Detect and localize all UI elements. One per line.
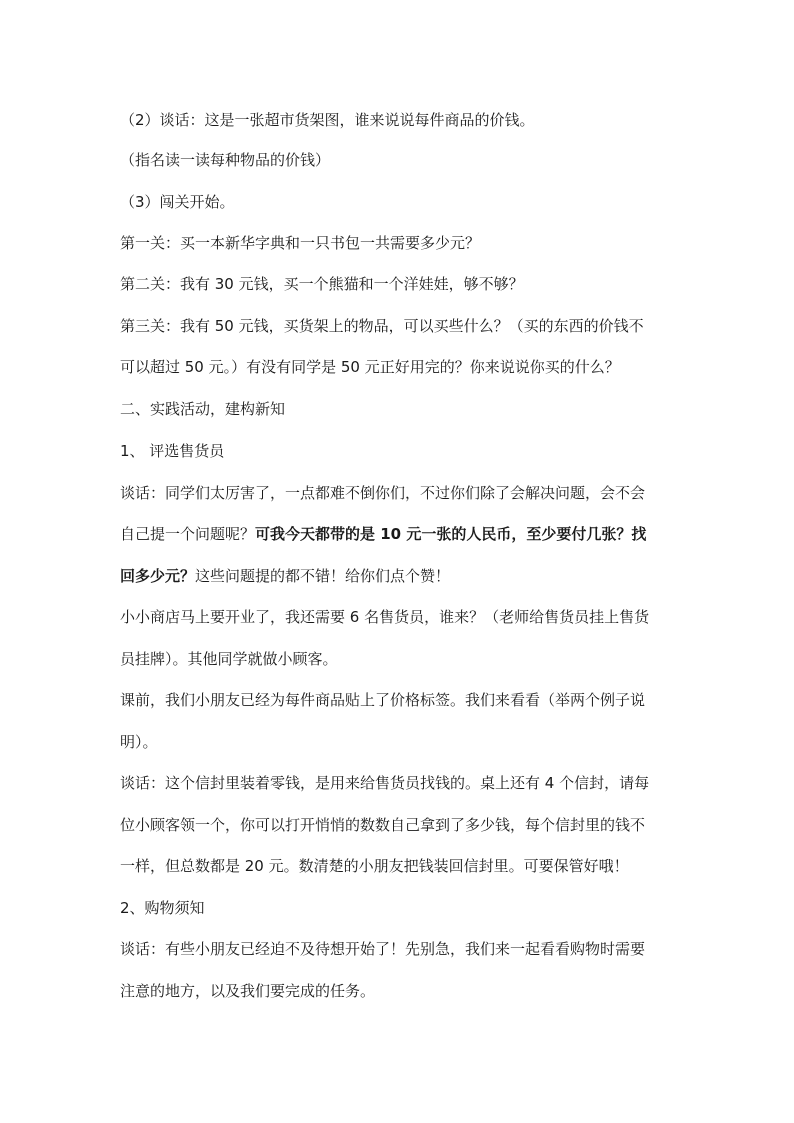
section-heading: 二、实践活动，建构新知 — [120, 400, 286, 418]
text-line: 谈话：同学们太厉害了，一点都难不倒你们，不过你们除了会解决问题，会不会 — [120, 484, 646, 502]
text-line: 第三关：我有 50 元钱，买货架上的物品，可以买些什么？（买的东西的价钱不 — [120, 317, 644, 335]
text-line: （指名读一读每种物品的价钱） — [120, 151, 331, 169]
bold-text-segment: 回多少元？ — [120, 567, 196, 585]
text-line — [120, 524, 680, 544]
text-line: （2）谈话：这是一张超市货架图，谁来说说每件商品的价钱。 — [120, 111, 535, 129]
text-line: 可以超过 50 元。）有没有同学是 50 元正好用完的？你来说说你买的什么？ — [120, 358, 620, 376]
text-line: 第二关：我有 30 元钱，买一个熊猫和一个洋娃娃，够不够？ — [120, 275, 524, 293]
text-line — [120, 566, 680, 586]
text-line: 谈话：这个信封里装着零钱，是用来给售货员找钱的。桌上还有 4 个信封，请每 — [120, 774, 650, 792]
text-segment: 自己提一个问题呢？ — [120, 525, 256, 543]
text-line: 课前，我们小朋友已经为每件商品贴上了价格标签。我们来看看（举两个例子说 — [120, 691, 646, 709]
text-line: 第一关：买一本新华字典和一只书包一共需要多少元？ — [120, 234, 481, 252]
bold-text-segment: 可我今天都带的是 10 元一张的人民币，至少要付几张？找 — [255, 525, 647, 543]
text-line: 注意的地方，以及我们要完成的任务。 — [120, 982, 376, 1000]
text-line: 员挂牌）。其他同学就做小顾客。 — [120, 650, 338, 668]
text-line: 位小顾客领一个，你可以打开悄悄的数数自己拿到了多少钱，每个信封里的钱不 — [120, 816, 646, 834]
subsection-heading: 1、 评选售货员 — [120, 442, 225, 460]
subsection-heading: 2、购物须知 — [120, 899, 205, 917]
text-line: （3）闯关开始。 — [120, 193, 235, 211]
text-line: 一样，但总数都是 20 元。数清楚的小朋友把钱装回信封里。可要保管好哦！ — [120, 857, 629, 875]
text-line: 明）。 — [120, 733, 158, 751]
text-segment: 这些问题提的都不错！给你们点个赞！ — [195, 567, 451, 585]
text-line: 小小商店马上要开业了，我还需要 6 名售货员，谁来？（老师给售货员挂上售货 — [120, 608, 650, 626]
text-line: 谈话：有些小朋友已经迫不及待想开始了！先别急，我们来一起看看购物时需要 — [120, 940, 646, 958]
